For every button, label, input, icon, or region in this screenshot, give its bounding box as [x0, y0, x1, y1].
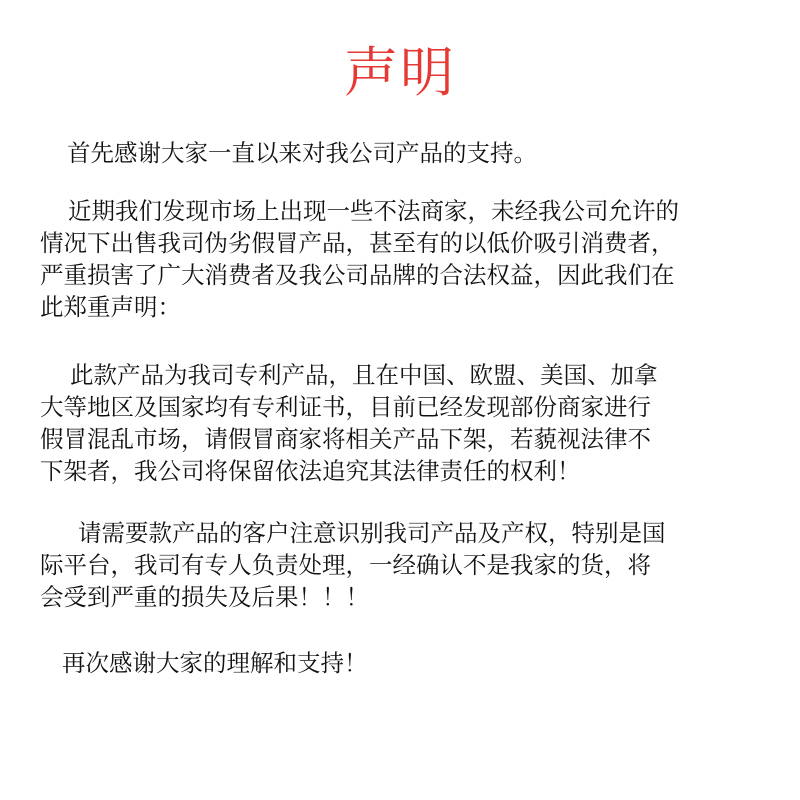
paragraph-thanks	[40, 137, 750, 169]
paragraph-line: 再次感谢大家的理解和支持！	[62, 649, 368, 677]
paragraph-line: 请需要款产品的客户注意识别我司产品及产权，特别是国	[78, 519, 666, 547]
document-title: 声明	[344, 41, 456, 104]
paragraph-line: 情况下出售我司伪劣假冒产品，甚至有的以低价吸引消费者，	[40, 229, 675, 257]
paragraph-line: 际平台，我司有专人负责处理，一经确认不是我家的货，将	[40, 551, 651, 579]
paragraph-line: 此郑重声明：	[40, 293, 181, 321]
paragraph-line: 首先感谢大家一直以来对我公司产品的支持。	[67, 139, 537, 167]
paragraph-line: 假冒混乱市场，请假冒商家将相关产品下架，若藐视法律不	[40, 425, 651, 453]
paragraph-patent	[40, 359, 750, 487]
paragraph-line: 严重损害了广大消费者及我公司品牌的合法权益，因此我们在	[40, 261, 675, 289]
paragraph-line: 大等地区及国家均有专利证书，目前已经发现部份商家进行	[40, 393, 651, 421]
paragraph-line: 下架者，我公司将保留依法追究其法律责任的权利！	[40, 457, 581, 485]
paragraph-discovery	[40, 195, 750, 323]
paragraph-customer-notice	[40, 517, 750, 613]
paragraph-line: 此款产品为我司专利产品，且在中国、欧盟、美国、加拿	[70, 361, 658, 389]
paragraph-line: 近期我们发现市场上出现一些不法商家，未经我公司允许的	[68, 197, 679, 225]
paragraph-line: 会受到严重的损失及后果！！！	[40, 583, 369, 611]
paragraph-closing	[40, 647, 750, 679]
